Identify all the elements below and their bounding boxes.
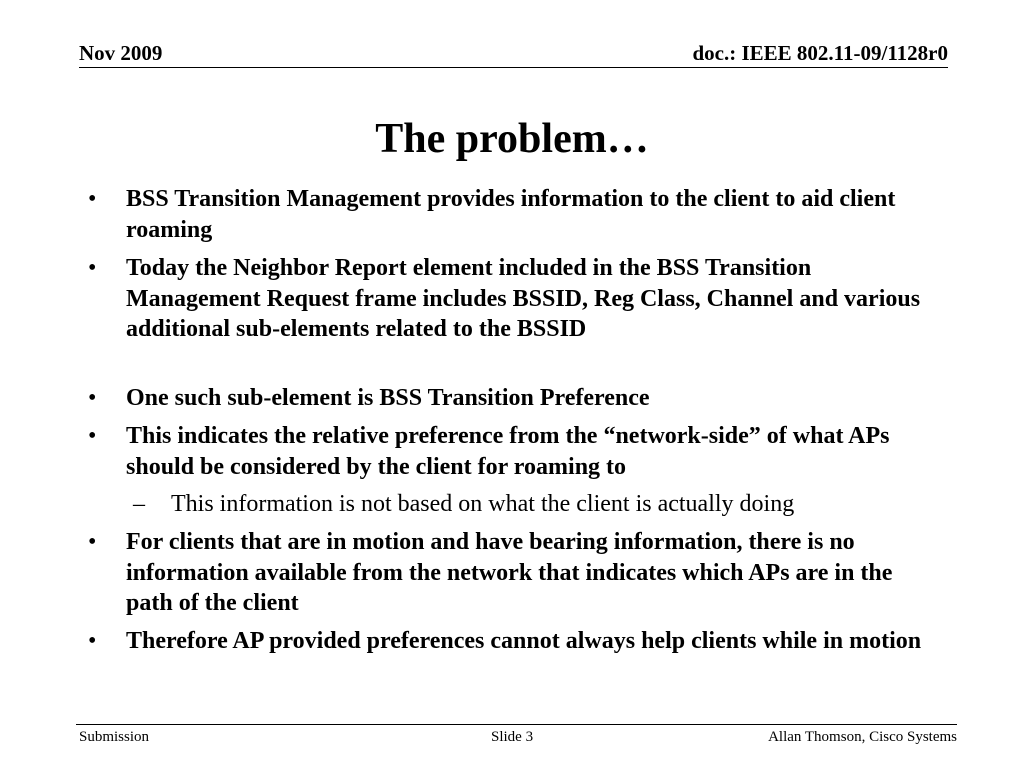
- header-date: Nov 2009: [79, 41, 163, 65]
- sub-bullet-item: This information is not based on what the client is actually doing: [171, 491, 795, 517]
- bullet-marker: •: [88, 385, 97, 411]
- bullet-marker: •: [88, 255, 97, 281]
- footer-divider: [76, 724, 957, 725]
- bullet-marker: •: [88, 529, 97, 555]
- slide-title: The problem…: [375, 116, 649, 162]
- header-divider: [79, 67, 948, 68]
- bullet-item: This indicates the relative preference from the “network-side” of what APs should be considered by the client for roaming to: [126, 423, 890, 480]
- header-doc-id: doc.: IEEE 802.11-09/1128r0: [692, 41, 948, 65]
- footer-slide-number: Slide 3: [491, 729, 534, 745]
- bullet-item: BSS Transition Management provides information to the client to aid client roaming: [126, 186, 896, 243]
- bullet-item: Therefore AP provided preferences cannot always help clients while in motion: [126, 628, 922, 654]
- bullet-item: Today the Neighbor Report element included in the BSS Transition Management Request frame includes BSSID, Reg Class, Channel and various additional sub-elements related to the BSSID: [126, 255, 921, 342]
- bullet-marker: •: [88, 628, 97, 654]
- footer-submission: Submission: [79, 729, 150, 745]
- footer-author: Allan Thomson, Cisco Systems: [768, 729, 957, 745]
- bullet-item: One such sub-element is BSS Transition Preference: [126, 385, 650, 411]
- bullet-marker: •: [88, 186, 97, 212]
- sub-bullet-marker: –: [133, 491, 145, 517]
- bullet-marker: •: [88, 423, 97, 449]
- bullet-item: For clients that are in motion and have bearing information, there is no information available from the network that indicates which APs are in the path of the client: [126, 529, 893, 616]
